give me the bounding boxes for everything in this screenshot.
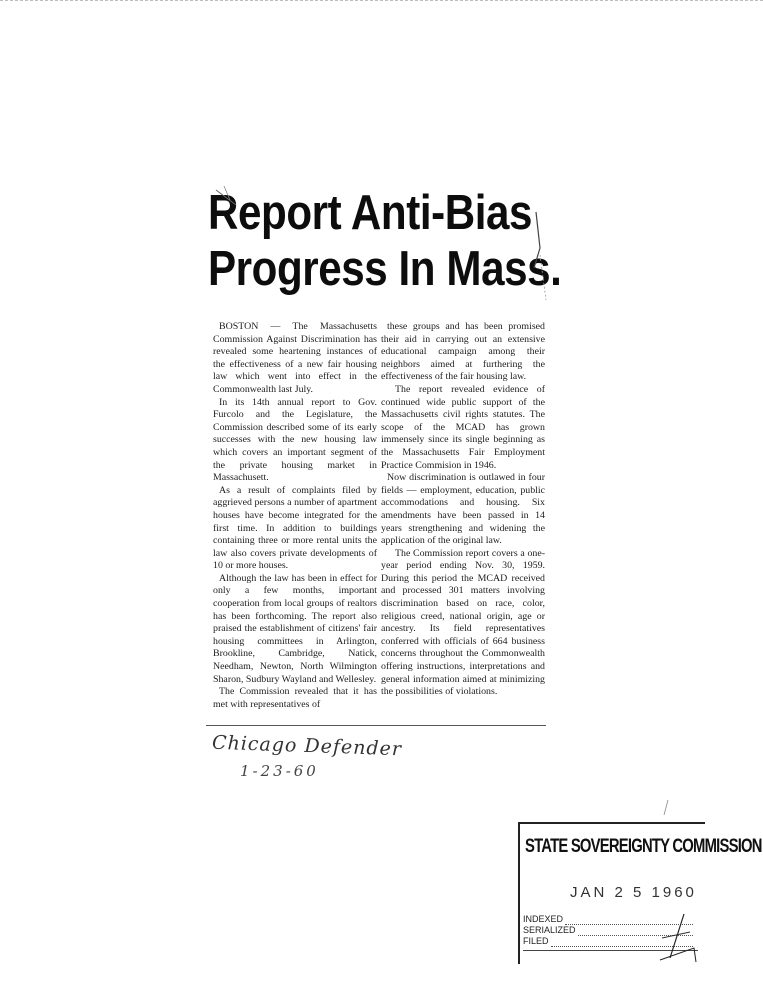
stamp-label: INDEXED <box>523 914 564 924</box>
headline-line-1: Report Anti-Bias <box>208 186 533 240</box>
commission-stamp <box>518 822 762 964</box>
paragraph: these groups and has been promised their aid in carrying out an extensive educational campaign among their neighbors aimed at furthering the effectiveness of the fair housing law. <box>381 321 545 383</box>
stamp-title: STATE SOVEREIGNTY COMMISSION <box>525 836 762 857</box>
stamp-label: FILED <box>523 936 549 946</box>
clipping-bottom-rule <box>206 725 546 726</box>
paragraph: The Commission report covers a one-year period ending Nov. 30, 1959. During this period the MCAD received and processed 301 matters involving discrimination based on race, color, religious creed, national origin, age or ancestry. Its field representatives conferred with officials of 664 business concerns throughout the Commonwealth offering instructions, interpretations and general information aimed at minimizing the possibilities of violations. <box>381 547 545 698</box>
paragraph: As a result of complaints filed by aggrieved persons a number of apartment houses have become integrated for the first time. In addition to buildings containing three or more rental units the law also covers private developments of 10 or more houses. <box>213 484 377 572</box>
stamp-date: JAN 2 5 1960 <box>570 884 697 901</box>
headline-line-2: Progress In Mass. <box>208 242 562 296</box>
paragraph: Now discrimination is outlawed in four fields — employment, education, public accommodations and housing. Six amendments have been passed in 14 years strengthening and widening the application of the original law. <box>381 472 545 547</box>
handwritten-source: Chicago Defender <box>211 731 403 761</box>
article-column-1 <box>213 321 377 711</box>
handwritten-date: 1-23-60 <box>240 762 319 780</box>
article-column-2 <box>381 321 545 711</box>
paragraph: BOSTON — The Massachusetts Commission Against Discrimination has revealed some heartening instances of the effectiveness of a new fair housing law which went into effect in the Commonwealth last July. <box>213 321 377 395</box>
stamp-label: SERIALIZED <box>523 925 576 935</box>
article-body <box>213 321 545 711</box>
paragraph: In its 14th annual report to Gov. Furcolo and the Legislature, the Commission described some of its early successes with the new housing law which covers an important segment of the private housing market in Massachusett. <box>213 396 377 484</box>
paragraph: The report revealed evidence of continued wide public support of the Massachusetts civil rights statutes. The scope of the MCAD has grown immensely since its single beginning as the Massachusetts Fair Employment Practice Commision in 1946. <box>381 383 545 471</box>
stamp-pencil-mark <box>650 910 710 965</box>
paragraph: The Commission revealed that it has met with representatives of <box>213 686 377 710</box>
paragraph: Although the law has been in effect for only a few months, important cooperation from local groups of realtors has been forthcoming. The report also praised the establishment of citizens' fair housing committees in Arlington, Brookline, Cambridge, Natick, Needham, Newton, North Wilmington Sharon, Sudbury Wayland and Wellesley. <box>213 572 377 685</box>
